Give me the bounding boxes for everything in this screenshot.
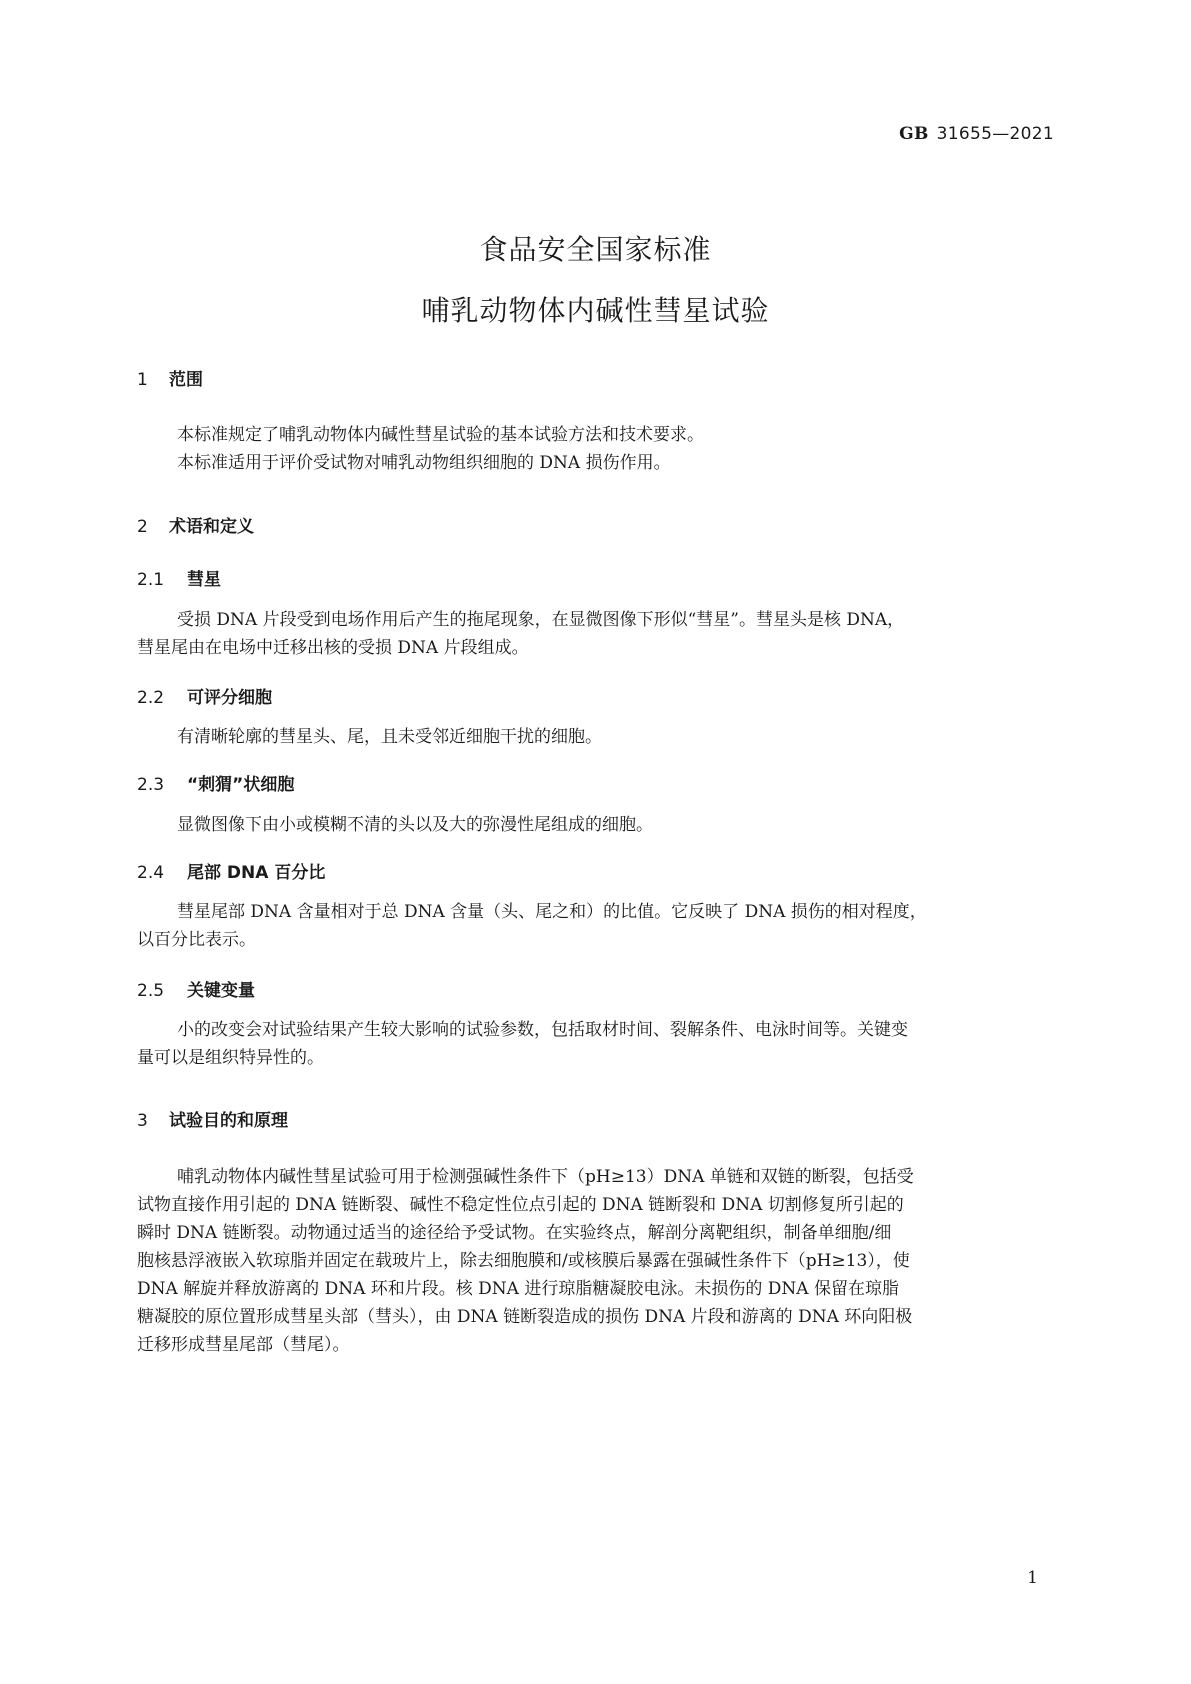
paragraph-line: 小的改变会对试验结果产生较大影响的试验参数，包括取材时间、裂解条件、电泳时间等。关键变 (177, 1020, 908, 1040)
section-number: 2.3 (137, 775, 165, 795)
paragraph-line: 显微图像下由小或模糊不清的头以及大的弥漫性尾组成的细胞。 (177, 815, 653, 835)
paragraph-line: 哺乳动物体内碱性彗星试验可用于检测强碱性条件下（pH≥13）DNA 单链和双链的断裂，包括受 (177, 1167, 914, 1187)
paragraph-line: DNA 解旋并释放游离的 DNA 环和片段。核 DNA 进行琼脂糖凝胶电泳。未损伤的 DNA 保留在琼脂 (137, 1279, 899, 1299)
section-number: 2.2 (137, 688, 165, 708)
paragraph-line: 有清晰轮廓的彗星头、尾，且未受邻近细胞干扰的细胞。 (177, 727, 602, 747)
section-number: 2.4 (137, 863, 165, 883)
standard-number: 31655—2021 (936, 124, 1054, 144)
paragraph-line: 瞬时 DNA 链断裂。动物通过适当的途径给予受试物。在实验终点，解剖分离靶组织，制备单细胞/细 (137, 1223, 892, 1243)
section-number: 2.1 (137, 570, 165, 590)
paragraph-line: 本标准适用于评价受试物对哺乳动物组织细胞的 DNA 损伤作用。 (177, 453, 671, 473)
paragraph-line: 量可以是组织特异性的。 (137, 1048, 324, 1068)
section-2-3-body (137, 811, 1057, 839)
paragraph-line: 以百分比表示。 (137, 930, 256, 950)
section-number: 1 (137, 370, 148, 390)
paragraph-line: 本标准规定了哺乳动物体内碱性彗星试验的基本试验方法和技术要求。 (177, 425, 704, 445)
section-title: “刺猬”状细胞 (187, 775, 295, 795)
paragraph-line: 糖凝胶的原位置形成彗星头部（彗头），由 DNA 链断裂造成的损伤 DNA 片段和游离的 DNA 环向阳极 (137, 1307, 913, 1327)
section-title: 彗星 (187, 570, 221, 590)
section-title: 范围 (169, 370, 203, 390)
section-number: 2 (137, 517, 148, 537)
document-title-line-1: 食品安全国家标准 (479, 233, 712, 266)
section-1-body (137, 421, 1057, 477)
page-number: 1 (1027, 1568, 1038, 1588)
section-number: 2.5 (137, 981, 165, 1001)
document-title-line-2: 哺乳动物体内碱性彗星试验 (421, 294, 770, 327)
section-2-3-heading (137, 770, 294, 795)
section-2-heading (137, 512, 254, 537)
section-2-4-heading (137, 858, 325, 883)
section-title: 尾部 DNA 百分比 (187, 863, 326, 883)
paragraph-line: 迁移形成彗星尾部（彗尾）。 (137, 1335, 350, 1355)
paragraph-line: 彗星尾由在电场中迁移出核的受损 DNA 片段组成。 (137, 638, 529, 658)
section-3-body (137, 1163, 1057, 1359)
paragraph-line: 胞核悬浮液嵌入软琼脂并固定在载玻片上，除去细胞膜和/或核膜后暴露在强碱性条件下（pH≥13），使 (137, 1251, 910, 1271)
section-2-4-body (137, 898, 1057, 954)
section-2-1-body (137, 606, 1057, 662)
section-2-1-heading (137, 565, 221, 590)
section-1-heading (137, 365, 203, 390)
section-2-2-body (137, 723, 1057, 751)
paragraph-line: 彗星尾部 DNA 含量相对于总 DNA 含量（头、尾之和）的比值。它反映了 DNA 损伤的相对程度， (177, 902, 927, 922)
section-title: 试验目的和原理 (169, 1111, 288, 1131)
paragraph-line: 受损 DNA 片段受到电场作用后产生的拖尾现象，在显微图像下形似“彗星”。彗星头是核 DNA， (177, 610, 905, 630)
section-2-5-heading (137, 976, 255, 1001)
section-title: 术语和定义 (169, 517, 254, 537)
standard-prefix: GB (899, 124, 929, 144)
standard-code (899, 124, 1054, 144)
section-2-2-heading (137, 683, 272, 708)
section-3-heading (137, 1106, 288, 1131)
section-title: 可评分细胞 (187, 688, 272, 708)
section-title: 关键变量 (187, 981, 255, 1001)
paragraph-line: 试物直接作用引起的 DNA 链断裂、碱性不稳定性位点引起的 DNA 链断裂和 DNA 切割修复所引起的 (137, 1195, 904, 1215)
section-2-5-body (137, 1016, 1057, 1072)
section-number: 3 (137, 1111, 148, 1131)
